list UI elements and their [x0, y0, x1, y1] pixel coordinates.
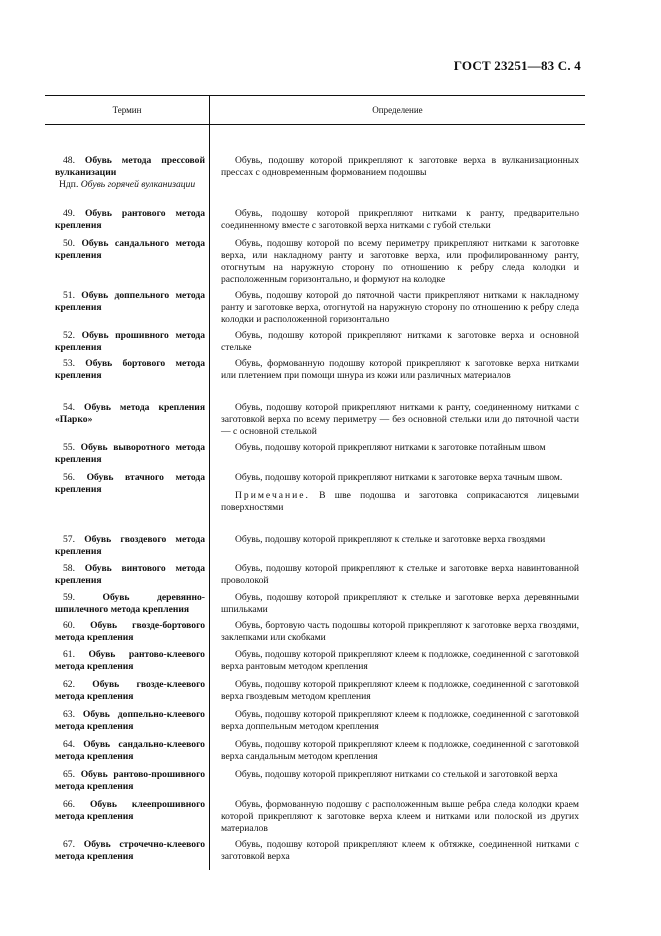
table-row — [45, 592, 585, 616]
term-name: Обувь рантово-клеевого метода крепления — [55, 649, 205, 672]
definition-text: Обувь, подошву которой прикрепляют к стельке и заготовке верха гвоздями — [235, 534, 546, 545]
definition-text: Обувь, подошву которой прикрепляют клеем к подложке, соединенной с заготовкой верха рантовым методом крепления — [221, 649, 579, 672]
term-cell — [45, 330, 209, 354]
definition-cell — [209, 442, 585, 466]
definition-text: Обувь, подошву которой прикрепляют нитками к заготовке верха тачным швом. — [235, 472, 563, 483]
definition-text: Обувь, подошву которой прикрепляют нитками к заготовке потайным швом — [235, 442, 546, 453]
definition-cell — [209, 592, 585, 616]
term-cell — [45, 208, 209, 232]
table-row — [45, 402, 585, 438]
column-header-definition: Определение — [209, 96, 585, 124]
table-row — [45, 442, 585, 466]
term-name: Обувь метода прессовой вулканизации — [55, 155, 205, 178]
table-row — [45, 155, 585, 191]
definition-text: Обувь, подошву которой прикрепляют клеем к подложке, соединенной с заготовкой верха доппельным методом крепления — [221, 709, 579, 732]
table-row — [45, 769, 585, 793]
definition-cell — [209, 679, 585, 703]
term-cell — [45, 592, 209, 616]
term-name: Обувь метода крепления «Парко» — [55, 402, 206, 425]
term-name: Обувь гвоздe-бортового метода крепления — [55, 620, 205, 643]
definition-cell — [209, 799, 585, 835]
term-number: 56. — [63, 472, 75, 483]
table-row — [45, 620, 585, 644]
definition-cell — [209, 620, 585, 644]
term-name: Обувь сандально-клеевого метода крепления — [55, 739, 205, 762]
definition-note — [221, 490, 579, 514]
definition-cell — [209, 839, 585, 863]
term-name: Обувь бортового метода крепления — [55, 358, 206, 381]
term-cell — [45, 563, 209, 587]
term-number: 55. — [63, 442, 75, 453]
term-name: Обувь деревянно-шпилечного метода крепления — [55, 592, 205, 615]
table-row — [45, 649, 585, 673]
synonym-text: Обувь горячей вулканизации — [80, 179, 196, 190]
definition-cell — [209, 290, 585, 326]
term-number: 49. — [63, 208, 75, 219]
definition-text: Обувь, подошву которой прикрепляют нитками к заготовке верха и основной стельке — [221, 330, 579, 353]
term-cell — [45, 709, 209, 733]
term-number: 63. — [63, 709, 75, 720]
definition-text: Обувь, подошву которой прикрепляют к стельке и заготовке верха деревянными шпильками — [221, 592, 579, 615]
term-name: Обувь выворотного метода крепления — [55, 442, 205, 465]
term-name: Обувь доппельного метода крепления — [55, 290, 205, 313]
term-number: 67. — [63, 839, 75, 850]
table-row — [45, 472, 585, 514]
term-name: Обувь винтового метода крепления — [55, 563, 205, 586]
page-header: ГОСТ 23251—83 С. 4 — [453, 58, 581, 73]
term-cell — [45, 799, 209, 835]
term-number: 52. — [63, 330, 75, 341]
term-cell — [45, 155, 209, 191]
definition-cell — [209, 739, 585, 763]
term-cell — [45, 839, 209, 863]
term-number: 58. — [63, 563, 75, 574]
definition-text: Обувь, подошву которой прикрепляют к заготовке верха в вулканизационных прессах с одновременным формованием подошвы — [221, 155, 579, 178]
table-row — [45, 563, 585, 587]
term-number: 51. — [63, 290, 75, 301]
term-cell — [45, 679, 209, 703]
definition-cell — [209, 155, 585, 191]
term-number: 60. — [63, 620, 75, 631]
term-name: Обувь втачного метода крепления — [55, 472, 205, 495]
table-row — [45, 208, 585, 232]
table-row — [45, 358, 585, 382]
table-row — [45, 534, 585, 558]
term-cell — [45, 290, 209, 326]
term-cell — [45, 442, 209, 466]
column-header-term: Термин — [112, 105, 142, 115]
definition-text: Обувь, подошву которой прикрепляют клеем к подложке, соединенной с заготовкой верха гвоздевым методом крепления — [221, 679, 579, 702]
term-name: Обувь строчечно-клеевого метода крепления — [55, 839, 205, 862]
term-cell — [45, 358, 209, 382]
definition-text: Обувь, подошву которой прикрепляют нитками со стелькой и заготовкой верха — [235, 769, 558, 780]
term-number: 65. — [63, 769, 75, 780]
term-name: Обувь доппельно-клеевого метода крепления — [55, 709, 205, 732]
term-number: 61. — [63, 649, 75, 660]
term-number: 66. — [63, 799, 75, 810]
definition-cell — [209, 208, 585, 232]
note-text: В шве подошва и заготовка соприкасаются лицевыми поверхностями — [221, 490, 579, 513]
definition-text: Обувь, подошву которой прикрепляют клеем к подложке, соединенной с заготовкой верха сандальным методом крепления — [221, 739, 579, 762]
definition-cell — [209, 649, 585, 673]
term-name: Обувь клеепрошивного метода крепления — [55, 799, 205, 822]
definition-text: Обувь, бортовую часть подошвы которой прикрепляют к заготовке верха гвоздями, заклепками или скобками — [221, 620, 579, 643]
definition-text: Обувь, подошву которой прикрепляют клеем к обтяжке, соединенной нитками с заготовкой верха — [221, 839, 579, 862]
definition-cell — [209, 238, 585, 286]
synonym-prefix: Ндп. — [59, 179, 79, 190]
definition-cell — [209, 769, 585, 793]
definition-cell — [209, 534, 585, 558]
term-number: 48. — [63, 155, 75, 166]
definition-cell — [209, 330, 585, 354]
term-name: Обувь сандального метода крепления — [55, 238, 206, 261]
term-number: 64. — [63, 739, 75, 750]
term-cell — [45, 769, 209, 793]
table-header — [45, 96, 585, 125]
term-name: Обувь гвоздe-клеевого метода крепления — [55, 679, 205, 702]
table-row — [45, 709, 585, 733]
definition-text: Обувь, формованную подошву которой прикрепляют к заготовке верха нитками или плетением при помощи шнура из кожи или различных материалов — [221, 358, 579, 381]
term-number: 54. — [63, 402, 75, 413]
term-cell — [45, 649, 209, 673]
term-number: 57. — [63, 534, 75, 545]
definition-text: Обувь, подошву которой прикрепляют к стельке и заготовке верха навинтованной проволокой — [221, 563, 579, 586]
term-cell — [45, 739, 209, 763]
definition-text: Обувь, подошву которой по всему периметру прикрепляют нитками к заготовке верха, или накладному ранту и заготовке верха, или профилированному ранту, отогнутым на наружную сторону по отношению к ребру следа колодки и расположенным горизонтально, и формуют на колодке — [221, 238, 579, 285]
table-body — [45, 125, 585, 870]
definition-text: Обувь, формованную подошву с расположенным выше ребра следа колодки краем которой прикрепляют к заготовке верха клеем и нитками или полоской из других материалов — [221, 799, 579, 834]
definition-text: Обувь, подошву которой прикрепляют нитками к ранту, предварительно соединенному вместе с заготовкой верха нитками с губой стельки — [221, 208, 579, 231]
term-name: Обувь прошивного метода крепления — [55, 330, 206, 353]
term-cell — [45, 534, 209, 558]
term-number: 50. — [63, 238, 75, 249]
term-cell — [45, 402, 209, 438]
term-cell — [45, 472, 209, 514]
term-name: Обувь рантового метода крепления — [55, 208, 206, 231]
table-row — [45, 290, 585, 326]
term-name: Обувь гвоздевого метода крепления — [55, 534, 205, 557]
terms-table — [45, 95, 585, 870]
table-row — [45, 679, 585, 703]
definition-cell — [209, 472, 585, 514]
table-row — [45, 799, 585, 835]
definition-text: Обувь, подошву которой прикрепляют нитками к ранту, соединенному нитками с заготовкой верха по всему периметру — без основной стельки или до пяточной части — с основной стелькой — [221, 402, 579, 437]
table-row — [45, 330, 585, 354]
term-number: 59. — [63, 592, 75, 603]
table-row — [45, 839, 585, 863]
definition-cell — [209, 358, 585, 382]
term-synonym — [55, 179, 205, 191]
table-row — [45, 238, 585, 286]
definition-cell — [209, 563, 585, 587]
term-name: Обувь рантово-прошивного метода крепления — [55, 769, 205, 792]
note-label: Примечание. — [235, 490, 310, 501]
term-number: 62. — [63, 679, 75, 690]
definition-cell — [209, 402, 585, 438]
definition-cell — [209, 709, 585, 733]
term-cell — [45, 620, 209, 644]
term-number: 53. — [63, 358, 75, 369]
definition-text: Обувь, подошву которой до пяточной части прикрепляют нитками к накладному ранту и заготовке верха, отогнутой на наружную сторону по отношению к ребру следа колодки и расположенной горизонтально — [221, 290, 579, 325]
table-row — [45, 739, 585, 763]
term-cell — [45, 238, 209, 286]
